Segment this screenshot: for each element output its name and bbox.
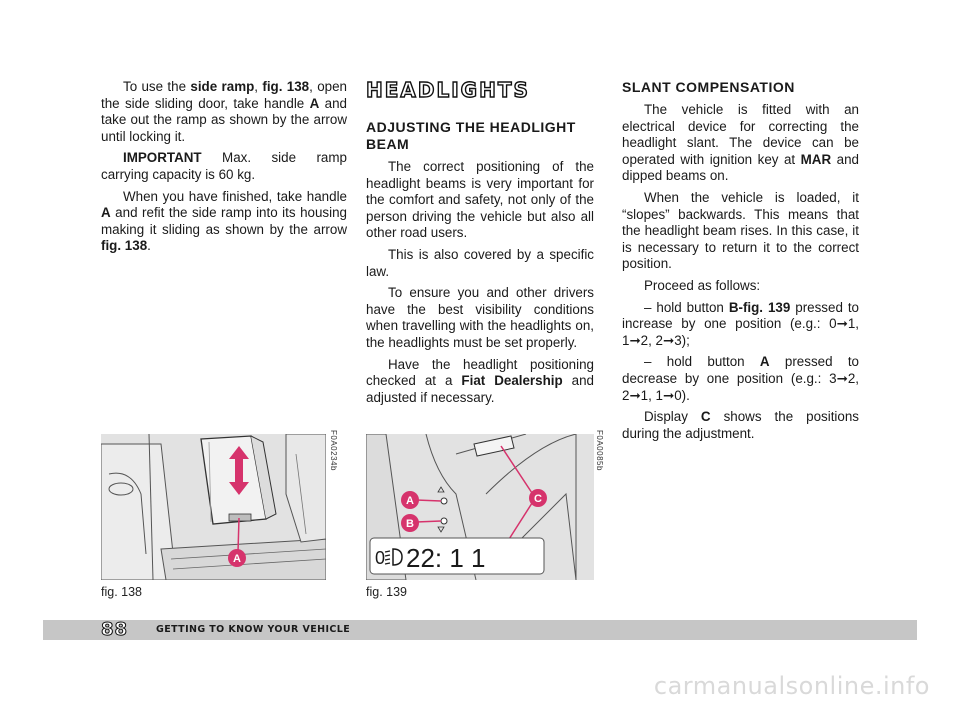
- important-paragraph: IMPORTANT Max. side ramp carrying capacity is 60 kg.: [101, 150, 347, 182]
- headlights-paragraph-1: The correct positioning of the headlight beams is very important for the comfort and safety, not only of the person driving the vehicle but also all other road users.: [366, 159, 594, 241]
- display-level: 0: [375, 548, 386, 568]
- column-headlights: [366, 79, 594, 411]
- callout-b-label: B: [406, 518, 414, 530]
- section-heading: HEADLIGHTS: [366, 78, 530, 102]
- callout-a-label: A: [406, 495, 414, 507]
- watermark: carmanualsonline.info: [653, 672, 930, 700]
- callout-a-label: A: [233, 553, 241, 565]
- figure-139-caption: fig. 139: [366, 585, 408, 599]
- callout-c-label: C: [534, 493, 542, 505]
- figure-138-side-ramp: [101, 434, 326, 580]
- figure-138-code: F0A0234b: [329, 430, 338, 471]
- subheading-slant: SLANT COMPENSATION: [622, 79, 795, 95]
- slant-paragraph-2: When the vehicle is loaded, it “slopes” backwards. This means that the headlight beam rises. In this case, it is necessary to return it to the correct position.: [622, 189, 859, 272]
- column-slant-compensation: [622, 79, 859, 447]
- slant-paragraph-6: Display C shows the positions during the adjustment.: [622, 409, 859, 441]
- side-ramp-illustration: [101, 434, 326, 580]
- headlights-paragraph-3: To ensure you and other drivers have the best visibility conditions when travelling with the headlights on, the headlights must be set properly.: [366, 285, 594, 350]
- column-side-ramp: [101, 79, 347, 260]
- refit-paragraph: When you have finished, take handle A and refit the side ramp into its housing making it sliding as shown by the arrow fig. 138.: [101, 188, 347, 254]
- slant-paragraph-3: Proceed as follows:: [644, 277, 761, 293]
- side-ramp-paragraph: To use the side ramp, fig. 138, open the side sliding door, take handle A and take out the ramp as shown by the arrow until locking it.: [101, 79, 347, 144]
- slant-paragraph-4: – hold button B-fig. 139 pressed to increase by one position (e.g.: 0➞1, 1➞2, 2➞3);: [622, 299, 859, 348]
- slant-paragraph-5: – hold button A pressed to decrease by one position (e.g.: 3➞2, 2➞1, 1➞0).: [622, 354, 860, 403]
- page-footer: [43, 620, 917, 640]
- figure-139-code: F0A0085b: [595, 430, 604, 471]
- figure-139-headlight-adjustment: [366, 434, 594, 580]
- headlights-paragraph-2: This is also covered by a specific law.: [366, 246, 594, 279]
- slant-paragraph-1: The vehicle is fitted with an electrical device for correcting the headlight slant. The device can be operated with ignition key at MAR and dipped beams on.: [622, 102, 860, 184]
- footer-section-title: GETTING TO KNOW YOUR VEHICLE: [156, 624, 351, 635]
- subheading-adjusting: ADJUSTING THE HEADLIGHT BEAM: [366, 119, 576, 152]
- dashboard-illustration: [366, 434, 594, 580]
- display-time: 22: 1 1: [406, 543, 486, 573]
- figure-138-caption: fig. 138: [101, 585, 143, 599]
- headlights-paragraph-4: Have the headlight positioning checked at a Fiat Dealership and adjusted if necessary.: [366, 356, 595, 405]
- page-number: 88: [101, 619, 129, 640]
